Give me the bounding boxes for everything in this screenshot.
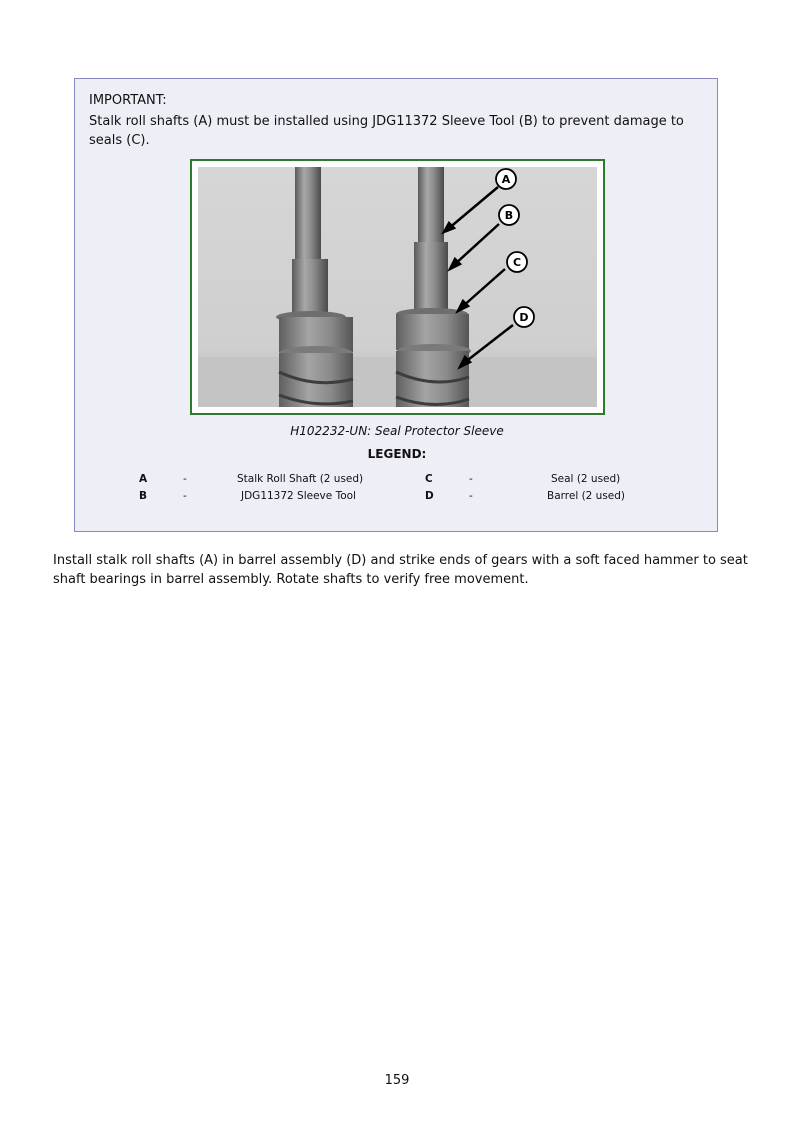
body-paragraph: Install stalk roll shafts (A) in barrel assembly (D) and strike ends of gears with a soft faced hammer to seat shaft bearings in barrel assembly. Rotate shafts to verify free movement. [53, 553, 748, 587]
callout-d-label: D [519, 311, 529, 324]
figure-caption: H102232-UN: Seal Protector Sleeve [290, 424, 504, 438]
seal-protector-sleeve-photo [198, 167, 597, 407]
callout-b-label: B [504, 209, 514, 222]
page-number: 159 [384, 1073, 410, 1088]
legend-row [75, 490, 719, 506]
legend-key: C [425, 473, 433, 485]
legend-label: Stalk Roll Shaft (2 used) [237, 473, 364, 485]
legend-label: JDG11372 Sleeve Tool [241, 490, 356, 502]
figure-frame [190, 159, 605, 415]
callout-c-label: C [512, 256, 522, 269]
legend-key: D [425, 490, 434, 502]
legend-label: Seal (2 used) [551, 473, 621, 485]
legend-label: Barrel (2 used) [547, 490, 626, 502]
important-note-box [74, 78, 718, 532]
legend-dash: - [469, 473, 473, 485]
important-text: Stalk roll shafts (A) must be installed using JDG11372 Sleeve Tool (B) to prevent damage to seals (C). [89, 114, 684, 148]
legend-key: B [139, 490, 148, 502]
legend-title: LEGEND: [367, 447, 427, 461]
legend-dash: - [469, 490, 473, 502]
callout-a-label: A [501, 173, 511, 186]
legend-key: A [139, 473, 148, 485]
legend-dash: - [183, 490, 187, 502]
legend-dash: - [183, 473, 187, 485]
legend-row [75, 473, 719, 489]
important-title: IMPORTANT: [89, 93, 167, 108]
